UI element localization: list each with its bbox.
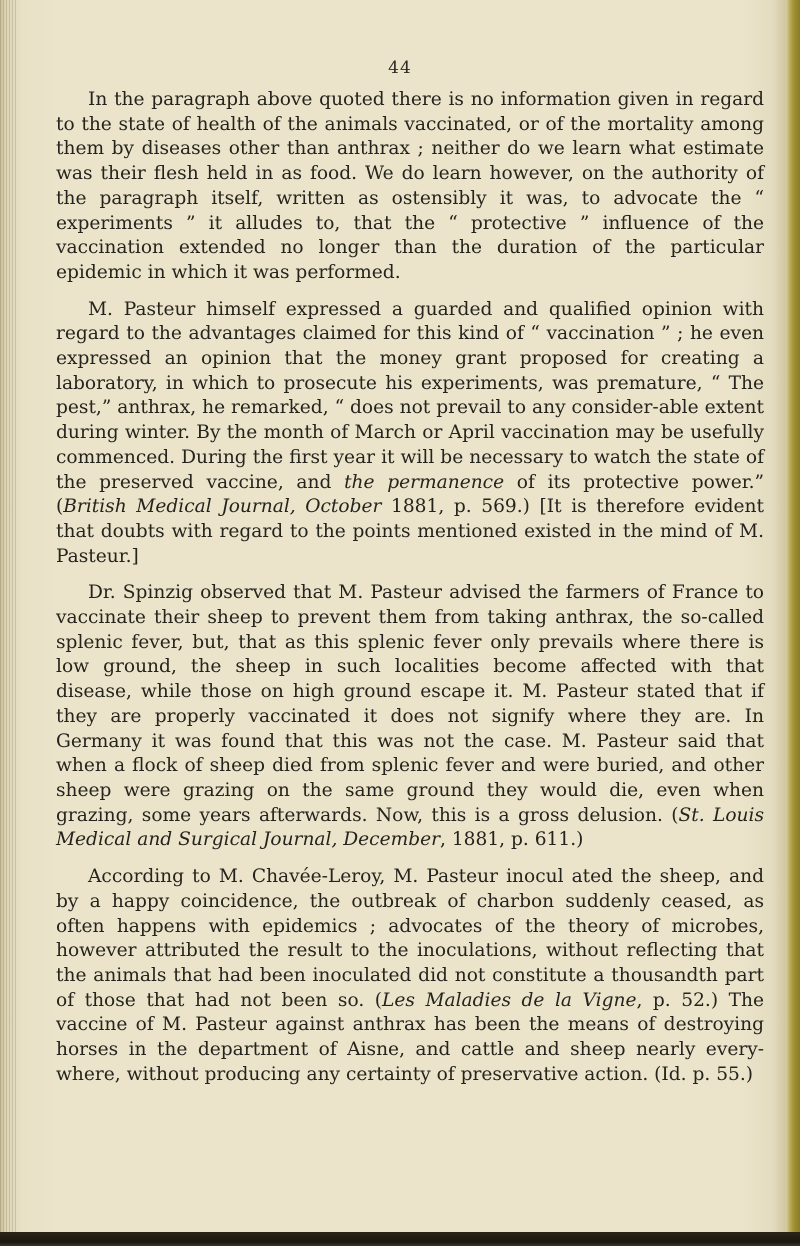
paragraph-2-italic-phrase: the permanence [344,471,505,493]
citation-st-louis-journal: St. Louis Medical and Surgical Journal, December [56,804,764,851]
paragraph-4-text-end: , p. 52.) The vaccine of M. Pasteur against anthrax has been the means of destroying horses in the department of Aisne, and cattle and sheep nearly every-where, without producing any certainty of preservative action. (Id. p. 55.) [56,989,764,1085]
citation-les-maladies: Les Maladies de la Vigne [382,989,637,1011]
page-fore-edge [786,0,800,1246]
paragraph-1-text: In the paragraph above quoted there is no information given in regard to the state of health of the animals vaccinated, or of the mortality among them by diseases other than anthrax ; neither do we learn what estimate was their flesh held in as food. We do learn however, on the authority of the paragraph itself, written as ostensibly it was, to advocate the “ experiments ” it alludes to, that the “ protective ” influence of the vaccination extended no longer than the duration of the particular epidemic in which it was performed. [56,89,764,283]
paragraph-3-text-end: , 1881, p. 611.) [440,829,584,851]
citation-british-medical-journal: British Medical Journal, October [63,496,382,518]
paragraph-3-text: Dr. Spinzig observed that M. Pasteur advised the farmers of France to vaccinate their sheep to prevent them from taking anthrax, the so-called splenic fever, but, that as this splenic fever only prevails where there is low ground, the sheep in such localities become affected with that disease, while those on high ground escape it. M. Pasteur stated that if they are properly vaccinated it does not signify where they are. In Germany it was found that this was not the case. M. Pasteur said that when a flock of sheep died from splenic fever and were buried, and other sheep were grazing on the same ground they would die, even when grazing, some years afterwards. Now, this is a gross delusion. ( [56,582,764,826]
paragraph-3 [56,581,764,853]
paragraph-2-text-cont: of its protective power.” ( [56,471,764,518]
paragraph-2 [56,298,764,570]
paragraph-2-text-end: 1881, p. 569.) [It is therefore evident that doubts with regard to the points mentioned existed in the mind of M. Pasteur.] [56,496,765,567]
page-binding-edge [0,0,18,1246]
paragraph-2-text: M. Pasteur himself expressed a guarded and qualified opinion with regard to the advantages claimed for this kind of “ vaccination ” ; he even expressed an opinion that the money grant proposed for creating a laboratory, in which to prosecute his experiments, was premature, “ The pest,” anthrax, he remarked, “ does not prevail to any consider-able extent during winter. By the month of March or April vaccination may be usefully commenced. During the first year it will be necessary to watch the state of the preserved vaccine, and [56,298,764,493]
body-text [56,88,764,1099]
paragraph-4-text: According to M. Chavée-Leroy, M. Pasteur inocul ated the sheep, and by a happy coincidence, the outbreak of charbon suddenly ceased, as often happens with epidemics ; advocates of the theory of microbes, however attributed the result to the inoculations, without reflecting that the animals that had been inoculated did not constitute a thousandth part of those that had not been so. ( [56,866,764,1011]
paragraph-1 [56,88,764,286]
paragraph-4 [56,865,764,1087]
page-number: 44 [388,58,412,78]
page-bottom-shadow [0,1232,800,1246]
